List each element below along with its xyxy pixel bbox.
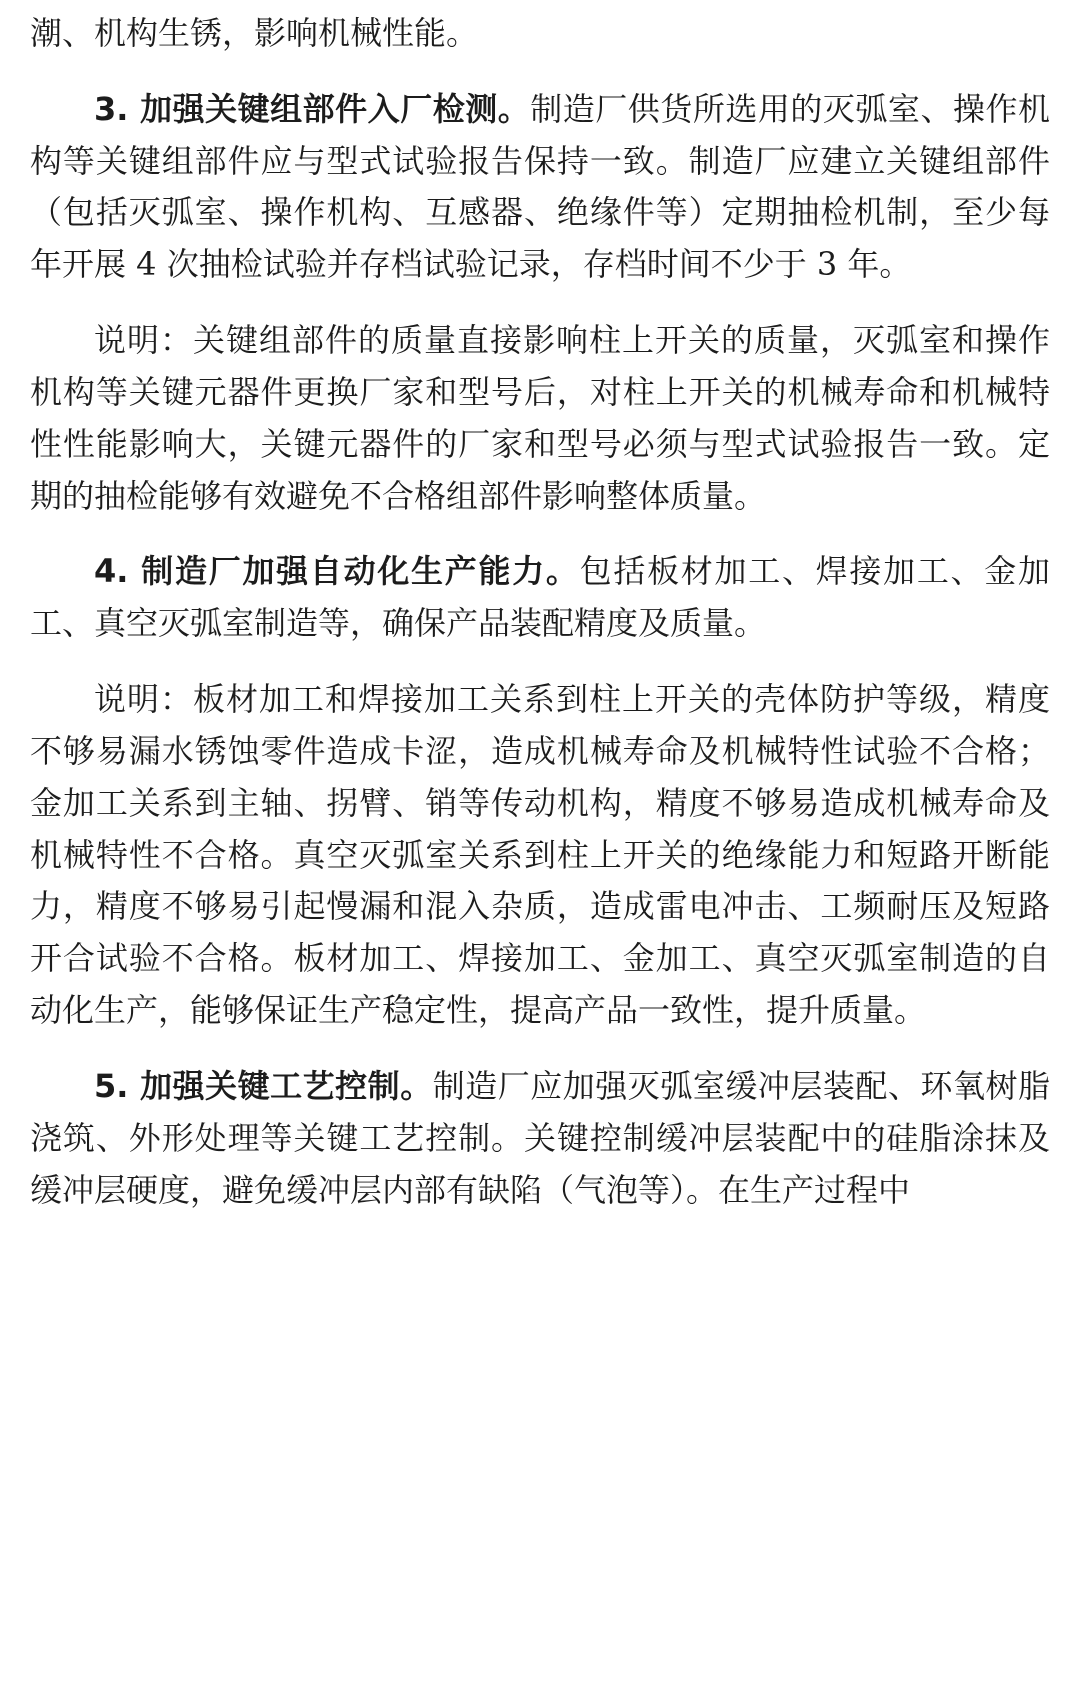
paragraph-text: 包括板材加工、焊接加工、金加工、真空灭弧室制造等，确保产品装配精度及质量。: [30, 552, 1050, 643]
item-heading: 5. 加强关键工艺控制。: [94, 1066, 433, 1105]
paragraph-item-5: [30, 1061, 1050, 1216]
paragraph-text: 制造厂供货所选用的灭弧室、操作机构等关键组部件应与型式试验报告保持一致。制造厂应建立关键组部件（包括灭弧室、操作机构、互感器、绝缘件等）定期抽检机制，至少每年开展 4 次抽检试验并存档试验记录，存档时间不少于 3 年。: [30, 89, 1050, 284]
paragraph-note-4: [30, 674, 1050, 1037]
paragraph-continuation: [30, 8, 1050, 60]
paragraph-item-3: [30, 84, 1050, 291]
item-heading: 4. 制造厂加强自动化生产能力。: [94, 552, 580, 591]
paragraph-text: 说明：板材加工和焊接加工关系到柱上开关的壳体防护等级，精度不够易漏水锈蚀零件造成卡涩，造成机械寿命及机械特性试验不合格；金加工关系到主轴、拐臂、销等传动机构，精度不够易造成机械寿命及机械特性不合格。真空灭弧室关系到柱上开关的绝缘能力和短路开断能力，精度不够易引起慢漏和混入杂质，造成雷电冲击、工频耐压及短路开合试验不合格。板材加工、焊接加工、金加工、真空灭弧室制造的自动化生产，能够保证生产稳定性，提高产品一致性，提升质量。: [30, 680, 1050, 1030]
document-body: [30, 8, 1050, 1240]
item-heading: 3. 加强关键组部件入厂检测。: [94, 89, 531, 128]
paragraph-item-4: [30, 546, 1050, 650]
paragraph-text: 潮、机构生锈，影响机械性能。: [30, 14, 479, 52]
paragraph-text: 制造厂应加强灭弧室缓冲层装配、环氧树脂浇筑、外形处理等关键工艺控制。关键控制缓冲层装配中的硅脂涂抹及缓冲层硬度，避免缓冲层内部有缺陷（气泡等）。在生产过程中: [30, 1066, 1050, 1209]
paragraph-note-3: [30, 315, 1050, 522]
paragraph-text: 说明：关键组部件的质量直接影响柱上开关的质量，灭弧室和操作机构等关键元器件更换厂家和型号后，对柱上开关的机械寿命和机械特性性能影响大，关键元器件的厂家和型号必须与型式试验报告一致。定期的抽检能够有效避免不合格组部件影响整体质量。: [30, 321, 1050, 515]
